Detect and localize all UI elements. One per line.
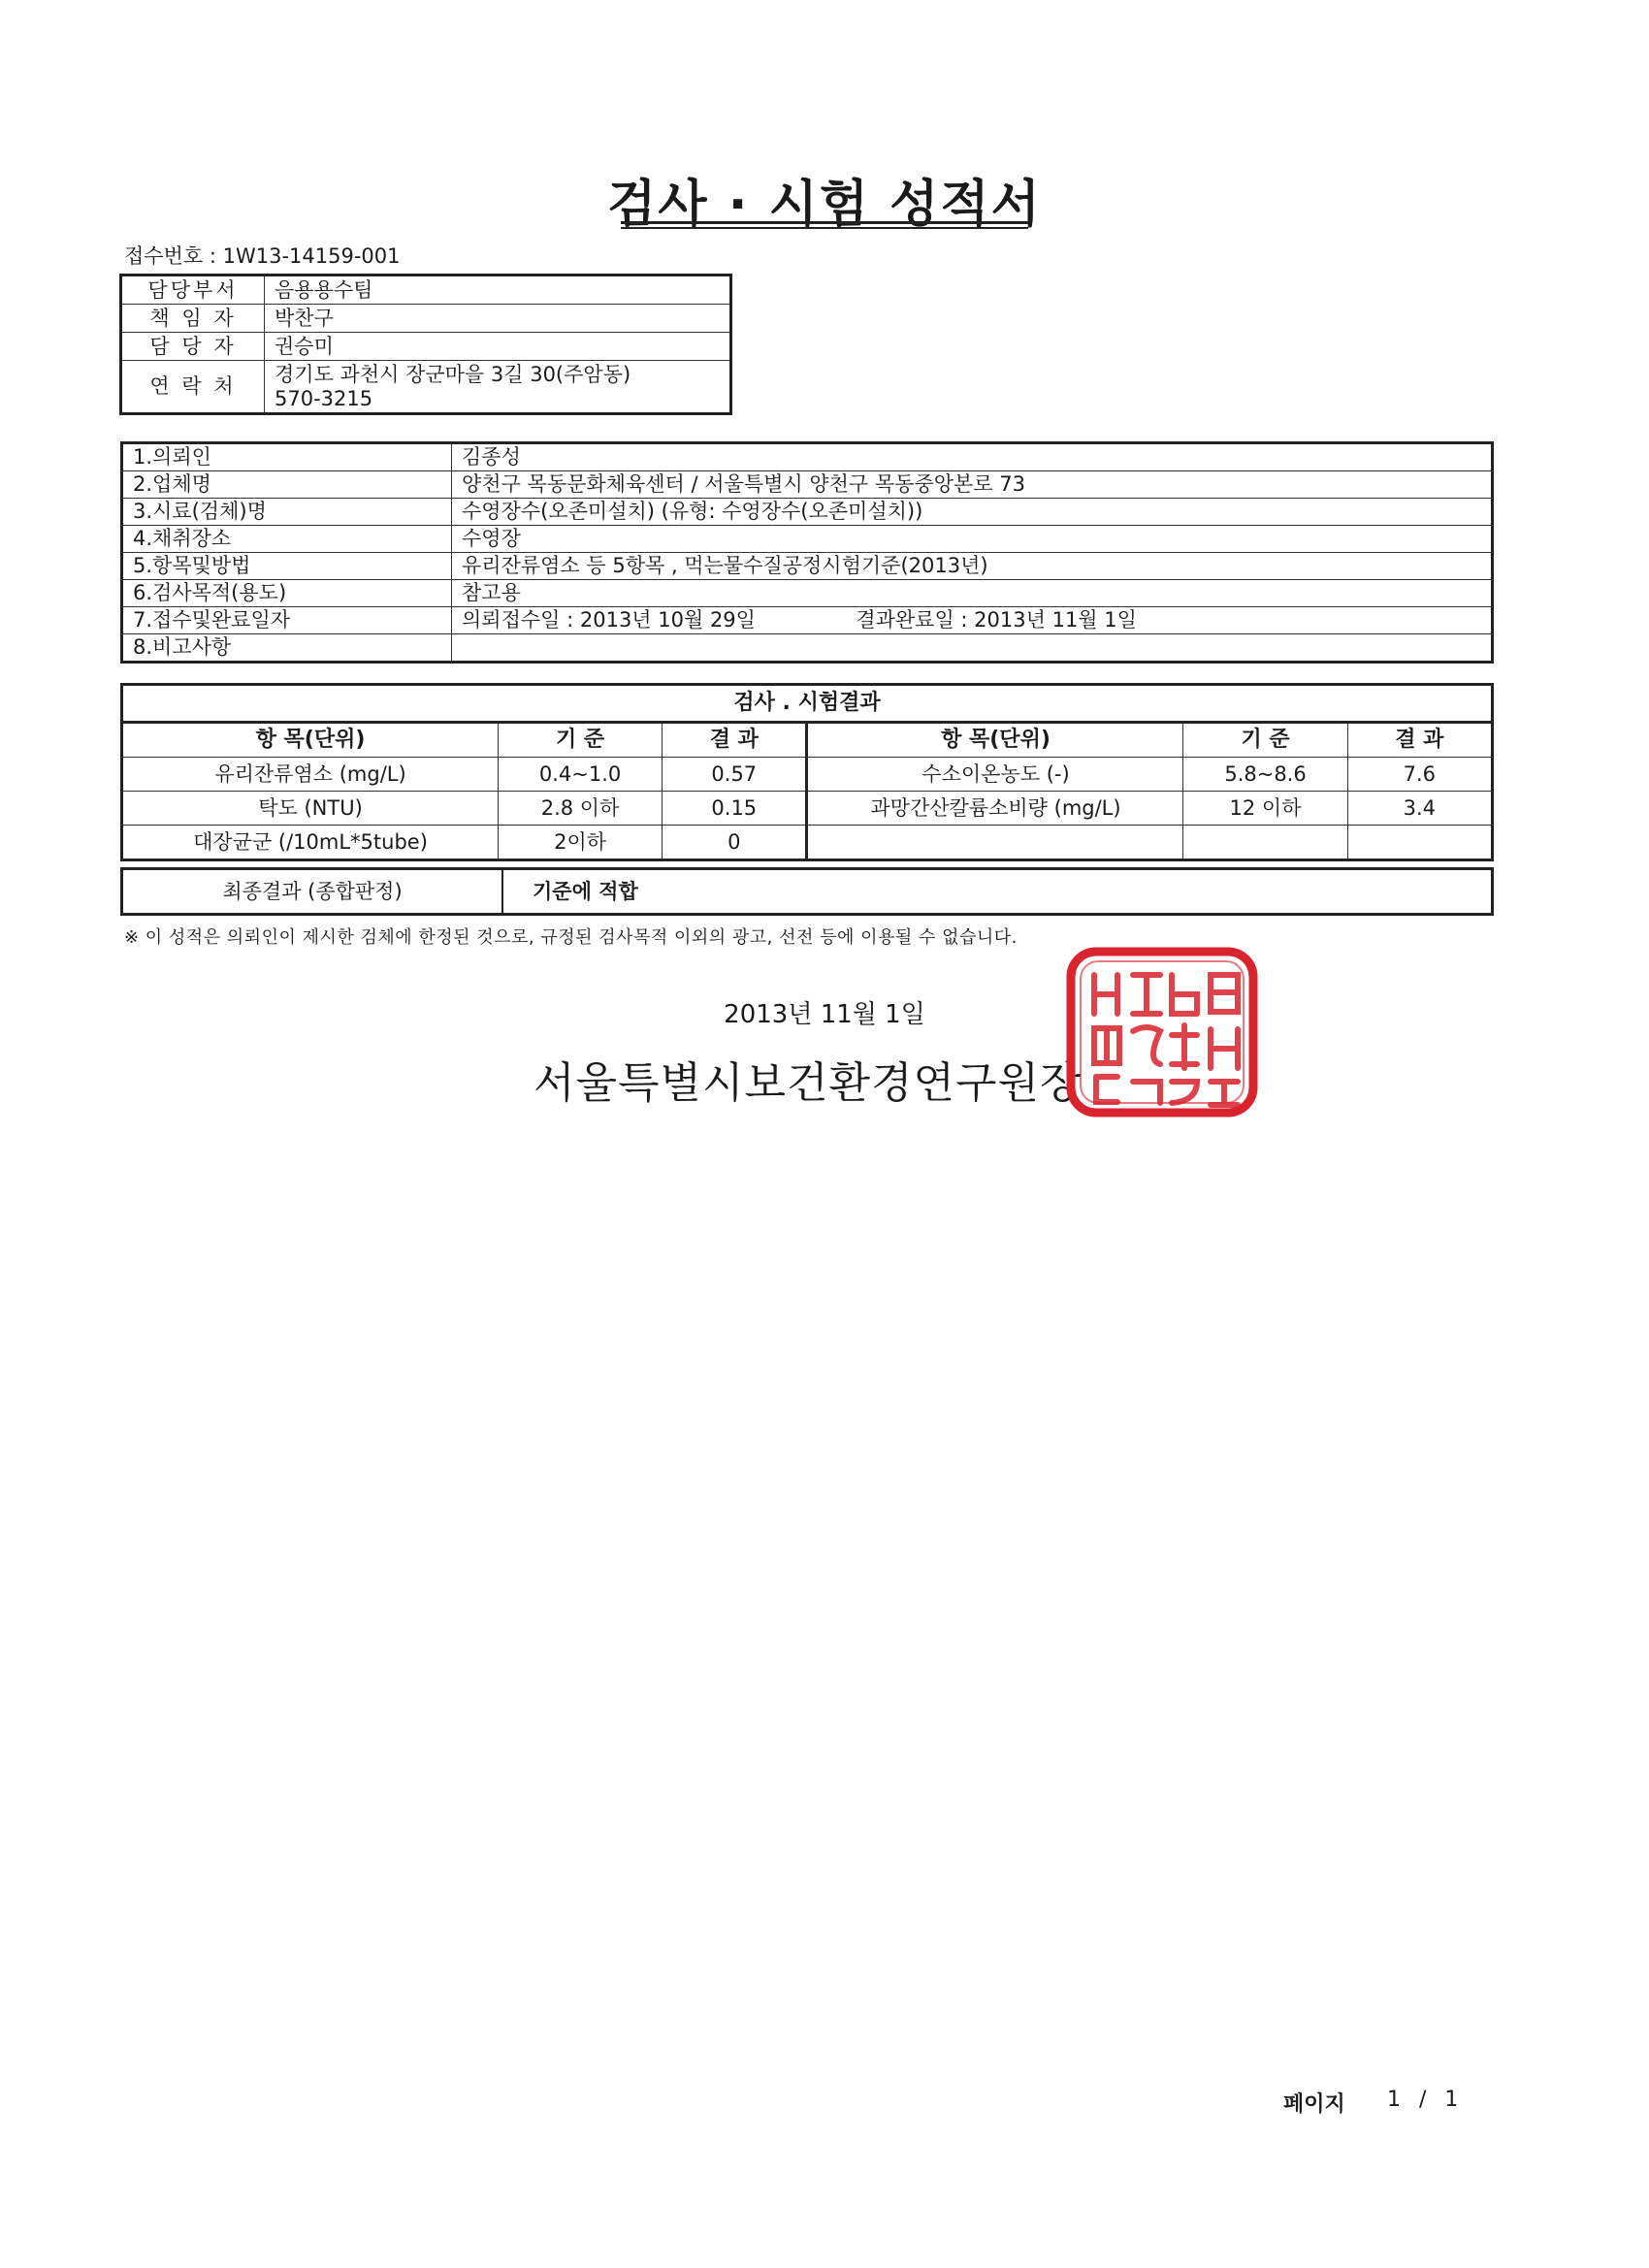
result-item: 과망간산칼륨소비량 (mg/L) [807, 792, 1183, 826]
results-row [122, 826, 1493, 860]
result-item: 수소이온농도 (-) [807, 758, 1183, 792]
info-label: 5.항목및방법 [122, 553, 452, 580]
info-row [122, 553, 1493, 580]
issuer-name: 서울특별시보건환경연구원장 [534, 1058, 1083, 1108]
receipt-number: 1W13-14159-001 [222, 244, 401, 268]
info-row [122, 499, 1493, 526]
request-info-table [120, 441, 1494, 664]
result-value: 0 [663, 826, 807, 860]
official-seal-icon [1065, 946, 1259, 1118]
page-number: 1 / 1 [1387, 2088, 1465, 2112]
title-underline [621, 221, 1028, 224]
result-item: 유리잔류염소 (mg/L) [122, 758, 499, 792]
received-date: 의뢰접수일 : 2013년 10월 29일 [462, 608, 756, 632]
completed-date: 결과완료일 : 2013년 11월 1일 [856, 608, 1137, 632]
info-row [122, 634, 1493, 663]
header-item: 항 목(단위) [807, 723, 1183, 758]
info-label: 4.채취장소 [122, 526, 452, 553]
staff-row [121, 275, 731, 305]
header-result: 결 과 [1347, 723, 1492, 758]
result-standard: 2이하 [499, 826, 663, 860]
staff-value: 음용용수팀 [265, 275, 731, 305]
info-label: 6.검사목적(용도) [122, 580, 452, 607]
header-result: 결 과 [663, 723, 807, 758]
info-label: 8.비고사항 [122, 634, 452, 663]
info-label: 1.의뢰인 [122, 443, 452, 471]
final-row [122, 869, 1493, 915]
header-standard: 기 준 [1183, 723, 1347, 758]
info-row [122, 580, 1493, 607]
staff-label: 책 임 자 [121, 305, 265, 333]
info-value: 김종성 [452, 443, 1493, 471]
staff-row [121, 361, 731, 413]
results-caption: 검사 . 시험결과 [122, 685, 1493, 723]
receipt-label: 접수번호 [124, 244, 204, 268]
info-value [452, 607, 1493, 634]
final-value: 기준에 적합 [502, 869, 1493, 915]
test-results-table [120, 683, 1494, 861]
results-header-row [122, 723, 1493, 758]
result-standard: 5.8~8.6 [1183, 758, 1347, 792]
result-standard: 12 이하 [1183, 792, 1347, 826]
page-label: 페이지 [1283, 2092, 1345, 2117]
info-value: 유리잔류염소 등 5항목 , 먹는물수질공정시험기준(2013년) [452, 553, 1493, 580]
result-item: 탁도 (NTU) [122, 792, 499, 826]
info-value: 양천구 목동문화체육센터 / 서울특별시 양천구 목동중앙본로 73 [452, 471, 1493, 499]
staff-value: 박찬구 [265, 305, 731, 333]
info-row [122, 443, 1493, 471]
info-row [122, 607, 1493, 634]
info-label: 3.시료(검체)명 [122, 499, 452, 526]
staff-label: 담 당 자 [121, 333, 265, 361]
info-label: 7.접수및완료일자 [122, 607, 452, 634]
staff-row [121, 305, 731, 333]
result-value: 3.4 [1347, 792, 1492, 826]
results-row [122, 792, 1493, 826]
result-value: 7.6 [1347, 758, 1492, 792]
receipt-number-line: 접수번호 : 1W13-14159-001 [124, 244, 401, 268]
results-row [122, 758, 1493, 792]
result-item [807, 826, 1183, 860]
staff-label: 연 락 처 [121, 361, 265, 413]
final-label: 최종결과 (종합판정) [122, 869, 503, 915]
info-row [122, 471, 1493, 499]
result-standard: 2.8 이하 [499, 792, 663, 826]
info-row [122, 526, 1493, 553]
result-standard [1183, 826, 1347, 860]
final-judgement-table [120, 867, 1494, 916]
info-value: 참고용 [452, 580, 1493, 607]
header-item: 항 목(단위) [122, 723, 499, 758]
result-standard: 0.4~1.0 [499, 758, 663, 792]
info-value: 수영장수(오존미설치) (유형: 수영장수(오존미설치)) [452, 499, 1493, 526]
staff-label: 담당부서 [121, 275, 265, 305]
info-value [452, 634, 1493, 663]
result-value [1347, 826, 1492, 860]
result-value: 0.15 [663, 792, 807, 826]
staff-value [265, 361, 731, 413]
contact-address: 경기도 과천시 장군마을 3길 30(주암동) [275, 363, 631, 387]
title-underline-second [621, 227, 1028, 229]
issue-date: 2013년 11월 1일 [724, 1000, 925, 1029]
info-value: 수영장 [452, 526, 1493, 553]
results-caption-row [122, 685, 1493, 723]
staff-row [121, 333, 731, 361]
header-standard: 기 준 [499, 723, 663, 758]
result-item: 대장균군 (/10mL*5tube) [122, 826, 499, 860]
staff-table [119, 274, 732, 415]
staff-value: 권승미 [265, 333, 731, 361]
info-label: 2.업체명 [122, 471, 452, 499]
contact-phone: 570-3215 [275, 386, 373, 410]
document-title: 검사 · 시험 성적서 [607, 176, 1042, 234]
usage-notice: ※ 이 성적은 의뢰인이 제시한 검체에 한정된 것으로, 규정된 검사목적 이외의 광고, 선전 등에 이용될 수 없습니다. [124, 927, 1018, 948]
result-value: 0.57 [663, 758, 807, 792]
